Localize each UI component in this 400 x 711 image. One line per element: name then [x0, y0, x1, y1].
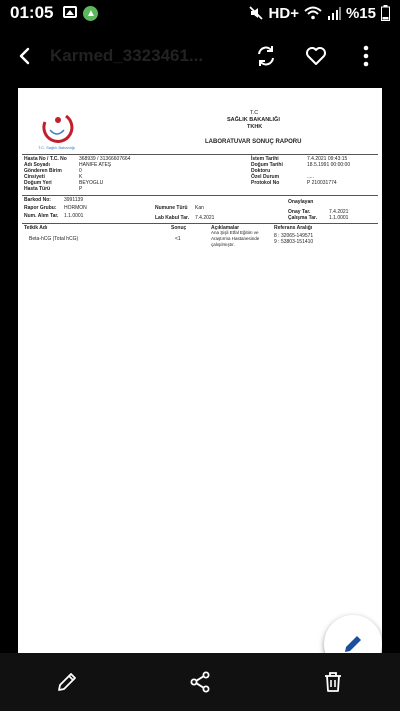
- status-time: 01:05: [10, 3, 54, 22]
- back-arrow-icon: [15, 46, 35, 66]
- share-button[interactable]: [178, 660, 222, 704]
- test-name: Beta-hCG (Total hCG): [29, 236, 79, 242]
- divider: [22, 195, 378, 196]
- battery-percent: %15: [345, 4, 376, 22]
- battery-icon: [381, 5, 390, 21]
- ministry-logo: [36, 108, 78, 150]
- network-type: HD+: [268, 4, 299, 22]
- approver-label: Onaylayan: [288, 199, 314, 205]
- field-value-patient-type: P: [79, 186, 83, 192]
- field-label-special: Özel Durum: [251, 174, 280, 180]
- app-top-bar: [0, 28, 400, 84]
- mute-icon: [248, 5, 264, 21]
- col-header-test: Tetkik Adı: [24, 225, 48, 231]
- field-label-birth-date: Doğum Tarihi: [251, 162, 283, 168]
- field-value-sender: 0: [79, 168, 82, 174]
- barcode-value: 3991139: [64, 197, 84, 203]
- org-line-1: T.C: [250, 110, 259, 116]
- org-line-2: SAĞLIK BAKANLIĞI: [227, 117, 280, 123]
- report-group-label: Rapor Grubu:: [24, 205, 57, 211]
- bottom-action-bar: [0, 653, 400, 711]
- field-label-request-date: İstem Tarihi: [251, 156, 279, 162]
- field-label-gender: Cinsiyeti: [24, 174, 45, 180]
- lab-accept-label: Lab Kabul Tar.: [155, 215, 190, 221]
- sample-type-value: Kan: [195, 205, 204, 211]
- sample-type-label: Numune Türü: [155, 205, 188, 211]
- report-title: LABORATUVAR SONUÇ RAPORU: [205, 139, 302, 145]
- delete-button[interactable]: [311, 660, 355, 704]
- field-value-birth-date: 18.5.1991 00:00:00: [307, 162, 351, 168]
- org-line-3: TKHK: [247, 124, 263, 130]
- field-value-protocol: P 210031774: [307, 180, 337, 186]
- status-bar: [0, 0, 400, 26]
- field-value-special: .....: [307, 174, 314, 180]
- field-label-patient-type: Hasta Türü: [24, 186, 51, 192]
- test-result: <1: [175, 236, 181, 242]
- back-button[interactable]: [0, 28, 50, 84]
- reference-range-2: 9 : 53803-151410: [274, 239, 314, 245]
- field-label-birthplace: Doğum Yeri: [24, 180, 52, 186]
- edit-button[interactable]: [45, 660, 89, 704]
- field-value-request-date: 7.4.2021 09:43:15: [307, 156, 348, 162]
- test-note-line-3: çalışılmıştır.: [211, 242, 235, 247]
- field-label-sender: Gönderen Birim: [24, 168, 62, 174]
- reference-range-1: 8 : 32065-149571: [274, 233, 314, 239]
- more-vertical-icon: [363, 45, 369, 67]
- col-header-notes: Açıklamalar: [211, 225, 240, 231]
- field-label-patient-no: Hasta No / T.C. No: [24, 156, 67, 162]
- test-note-line-2: Araştırma Hastanesinde: [211, 236, 260, 241]
- app-notification-icon: ▲: [83, 6, 98, 21]
- lab-report-document[interactable]: [18, 88, 382, 653]
- work-date-value: 1.1.0001: [329, 215, 349, 221]
- lab-accept-value: 7.4.2021: [195, 215, 215, 221]
- rotate-button[interactable]: [244, 34, 288, 78]
- field-label-doctor: Doktoru: [251, 168, 271, 174]
- heart-icon: [304, 44, 328, 68]
- test-note-line-1: Ana Şişli Etfal Eğitim ve: [211, 230, 259, 235]
- file-name-title: Karmed_3323461...: [50, 46, 204, 65]
- divider: [22, 154, 378, 155]
- approval-date-label: Onay Tar.: [288, 209, 311, 215]
- trash-icon: [323, 671, 343, 693]
- report-group-value: HORMON: [64, 205, 87, 211]
- sample-date-label: Num. Alım Tar.: [24, 213, 59, 219]
- field-label-protocol: Protokol No: [251, 180, 280, 186]
- field-value-birthplace: BEYOGLU: [79, 180, 104, 186]
- logo-caption: T.C. Sağlık Bakanlığı: [38, 145, 76, 150]
- favorite-button[interactable]: [294, 34, 338, 78]
- field-label-name: Adı Soyadı: [24, 162, 50, 168]
- pencil-icon: [342, 633, 364, 655]
- rotate-icon: [254, 44, 278, 68]
- more-options-button[interactable]: [344, 34, 388, 78]
- field-value-gender: K: [79, 174, 83, 180]
- col-header-result: Sonuç: [171, 225, 187, 231]
- approval-date-value: 7.4.2021: [329, 209, 349, 215]
- gallery-notification-icon: [63, 6, 77, 18]
- signal-icon: [327, 6, 341, 20]
- col-header-reference: Referans Aralığı: [274, 225, 313, 231]
- pencil-outline-icon: [56, 671, 78, 693]
- wifi-icon: [304, 6, 322, 20]
- field-value-patient-no: 368939 / 31366607664: [79, 156, 131, 162]
- barcode-label: Barkod No:: [24, 197, 51, 203]
- work-date-label: Çalışma Tar.: [288, 215, 318, 221]
- divider: [22, 223, 378, 224]
- field-value-name: HANIFE ATEŞ: [79, 162, 112, 168]
- sample-date-value: 1.1.0001: [64, 213, 84, 219]
- share-icon: [189, 671, 211, 693]
